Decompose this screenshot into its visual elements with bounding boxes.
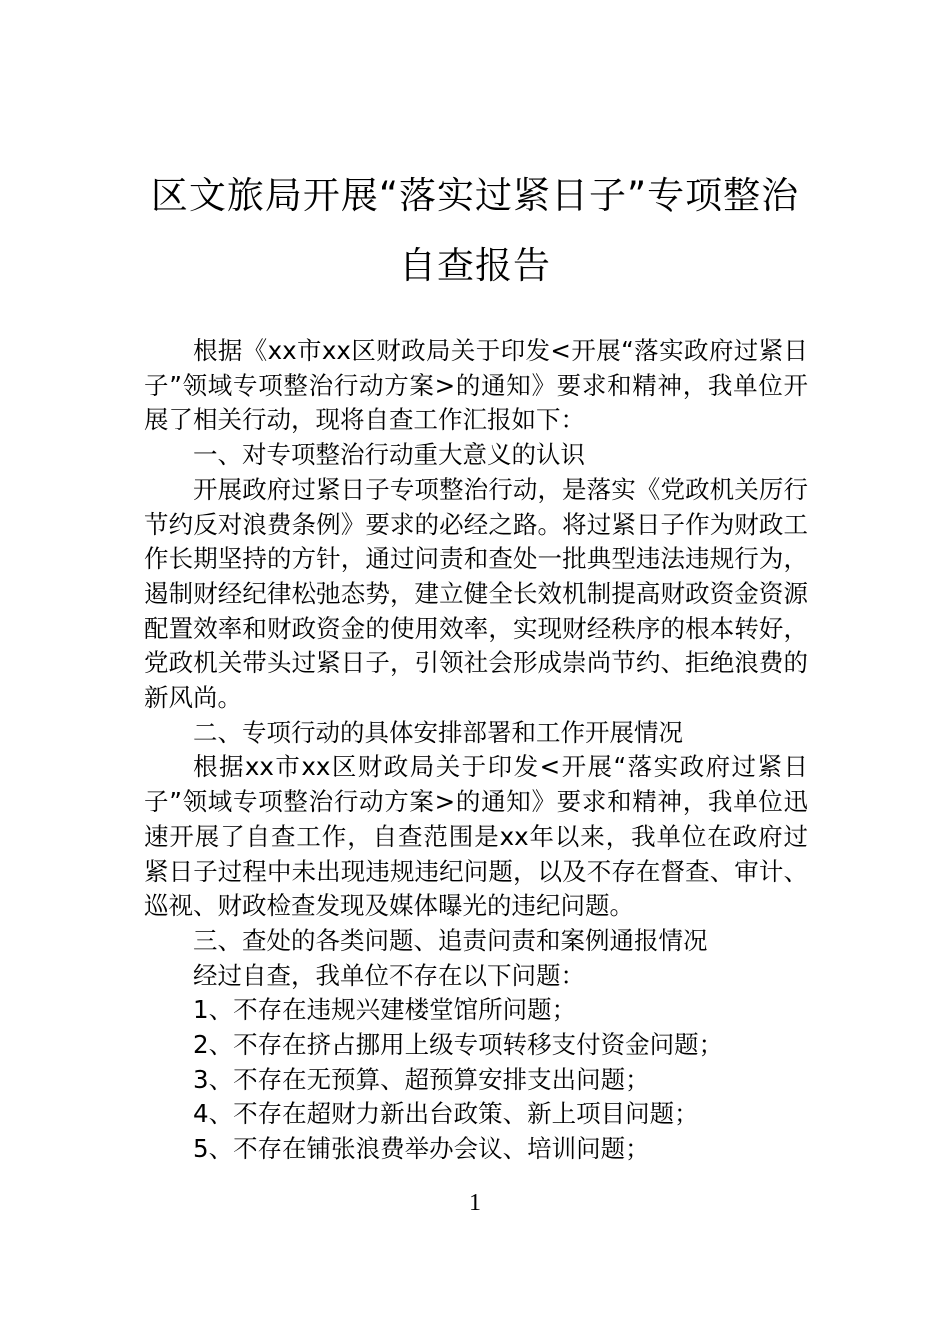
section-1-paragraph: 开展政府过紧日子专项整治行动，是落实《党政机关厉行节约反对浪费条例》要求的必经之路。将过紧日子作为财政工作长期坚持的方针，通过问责和查处一批典型违法违规行为，遏制财经纪律松弛态势，建立健全长效机制提高财政资金资源配置效率和财政资金的使用效率，实现财经秩序的根本转好，党政机关带头过紧日子，引领社会形成崇尚节约、拒绝浪费的新风尚。 — [144, 474, 808, 713]
document-body — [144, 334, 808, 1167]
list-item: 2、不存在挤占挪用上级专项转移支付资金问题； — [193, 1030, 724, 1060]
list-item: 1、不存在违规兴建楼堂馆所问题； — [193, 995, 577, 1025]
list-item: 5、不存在铺张浪费举办会议、培训问题； — [193, 1134, 650, 1164]
list-item: 3、不存在无预算、超预算安排支出问题； — [193, 1064, 650, 1094]
section-heading-1: 一、对专项整治行动重大意义的认识 — [193, 440, 585, 470]
section-heading-3: 三、查处的各类问题、追责问责和案例通报情况 — [193, 925, 708, 955]
section-heading-2: 二、专项行动的具体安排部署和工作开展情况 — [193, 717, 683, 747]
page-number: 1 — [469, 1190, 481, 1216]
list-item: 4、不存在超财力新出台政策、新上项目问题； — [193, 1099, 699, 1129]
intro-paragraph: 根据《xx市xx区财政局关于印发<开展“落实政府过紧日子”领域专项整治行动方案>的通知》要求和精神，我单位开展了相关行动，现将自查工作汇报如下： — [144, 336, 808, 435]
section-2-paragraph: 根据xx市xx区财政局关于印发<开展“落实政府过紧日子”领域专项整治行动方案>的通知》要求和精神，我单位迅速开展了自查工作，自查范围是xx年以来，我单位在政府过紧日子过程中未出现违规违纪问题，以及不存在督查、审计、巡视、财政检查发现及媒体曝光的违纪问题。 — [144, 752, 808, 921]
document-title-line-2: 自查报告 — [399, 244, 551, 287]
section-3-intro: 经过自查，我单位不存在以下问题： — [193, 960, 585, 990]
document-title-line-1: 区文旅局开展“落实过紧日子”专项整治 — [150, 174, 800, 217]
